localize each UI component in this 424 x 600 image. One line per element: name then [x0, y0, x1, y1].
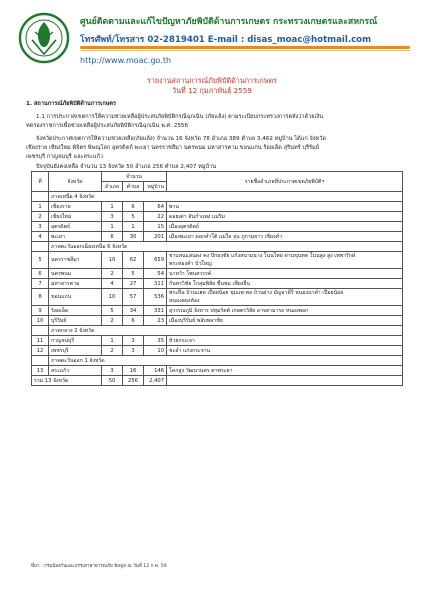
- report-date: วันที่ 12 กุมภาพันธ์ 2559: [172, 86, 252, 95]
- subsection-text: 1.1 การประกาศเขตการให้ความช่วยเหลือผู้ประสบภัยพิบัติกรณีฉุกเฉิน (ภัยแล้ง) ตามระเบียบกระทรวงการคลังว่าด้วยเงิน: [36, 114, 324, 120]
- col-header-tambon: ตำบล: [123, 182, 144, 192]
- col-header-count: จำนวน: [102, 172, 167, 182]
- header-contact: โทรศัพท์/โทรสาร 02-2819401 E-mail : disas_moac@hotmail.com: [80, 35, 372, 45]
- report-title: รายงานสถานการณ์ภัยพิบัติด้านการเกษตร: [146, 76, 278, 85]
- col-header-village: หมู่บ้าน: [144, 182, 167, 192]
- letterhead: [12, 8, 412, 70]
- table-row: 1 เชียงราย 1 6 64 พาน: [32, 202, 403, 212]
- table-row: 12 เพชรบุรี 2 3 10 ชะอำ แก่งกระจาน: [32, 346, 403, 356]
- paragraph-line: จังหวัดประกาศเขตการให้ความช่วยเหลือ(ภัยแล้ง) จำนวน 16 จังหวัด 78 อำเภอ 389 ตำบล 3,462 หมู่บ้าน ได้แก่ จังหวัด: [36, 136, 327, 142]
- header-org-name: ศูนย์ติดตามและแก้ไขปัญหาภัยพิบัติด้านการเกษตร กระทรวงเกษตรและสหกรณ์: [80, 17, 378, 27]
- district-names: ชาแสนแสนดง คง ปักธงชัย แก้งสนามนาง โนนไทย ด่านขุนทด โนนสูง สูง เทพารักษ์: [169, 253, 356, 259]
- paragraph-line: ทดรองราชการเพื่อช่วยเหลือผู้ประสบภัยพิบัติกรณีฉุกเฉิน พ.ศ. 2556: [26, 123, 188, 129]
- col-header-no: ที่: [32, 172, 49, 192]
- table-row: 6 นครพนม 2 5 54 นาหว้า โพนสวรรค์: [32, 269, 403, 279]
- summary-line: ปัจจุบันยังคงเหลือ จำนวน 13 จังหวัด 50 อำเภอ 256 ตำบล 2,407 หมู่บ้าน: [36, 164, 217, 170]
- region-row: ภาคตะวันออก 1 จังหวัด: [49, 356, 403, 366]
- disaster-area-table: [31, 171, 403, 386]
- paragraph-line: เพชรบุรี กาญจนบุรี และสระแก้ว: [26, 154, 104, 160]
- region-row: ภาคเหนือ 4 จังหวัด: [49, 192, 403, 202]
- table-row: 8 ขอนแก่น 10 57 536 พระยืน บ้านแฮด เปือยน้อย ชุมแพ พล บ้านฝาง มัญจาคีรี หนองนาคำ เปือยน้อย หนองสองห้อง: [32, 289, 403, 306]
- total-label: รวม 13 จังหวัด: [32, 376, 102, 386]
- total-tambon: 256: [123, 376, 144, 386]
- header-divider: [80, 46, 410, 49]
- section-heading: 1. สถานการณ์ภัยพิบัติด้านการเกษตร: [26, 101, 117, 107]
- paragraph-line: เชียงราย เชียงใหม่ พิจิตร พิษณุโลก อุตรดิตถ์ พะเยา นครราชสีมา นครพนม มหาสารคาม ขอนแก่น ร้อยเอ็ด สุรินทร์ บุรีรัมย์: [26, 145, 319, 151]
- region-row: ภาคกลาง 2 จังหวัด: [49, 326, 403, 336]
- table-row: 2 เชียงใหม่ 3 5 22 ดอยเต่า สันกำแพง แม่ริม: [32, 212, 403, 222]
- district-names-cont: หนองสองห้อง: [169, 298, 200, 304]
- header-divider-thin: [80, 50, 410, 51]
- table-row: 10 บุรีรัมย์ 2 6 23 เมืองบุรีรัมย์ พลับพลาชัย: [32, 316, 403, 326]
- table-row: 3 อุตรดิตถ์ 1 1 15 เมืองอุตรดิตถ์: [32, 222, 403, 232]
- district-names-cont: พระทองคำ บัวใหญ่: [169, 261, 212, 267]
- source-note: ที่มา : กรมป้องกันและบรรเทาสาธารณภัย ข้อมูล ณ วันที่ 12 ก.พ. 59: [31, 564, 167, 569]
- col-header-amphoe: อำเภอ: [102, 182, 123, 192]
- col-header-province: จังหวัด: [49, 172, 102, 192]
- table-row: 9 ร้อยเอ็ด 5 34 331 สุวรรณภูมิ จังหาร ปทุมรัตต์ เกษตรวิสัย อาจสามารถ หนองพอก: [32, 306, 403, 316]
- region-row: ภาคตะวันออกเฉียงเหนือ 6 จังหวัด: [49, 242, 403, 252]
- table-row: 5 นครราชสีมา 10 62 659 ชาแสนแสนดง คง ปักธงชัย แก้งสนามนาง โนนไทย ด่านขุนทด โนนสูง สูง เทพารักษ์ พระทองคำ บัวใหญ่: [32, 252, 403, 269]
- total-row: [32, 376, 403, 386]
- table-row: 7 มหาสารคาม 4 27 311 กันทรวิชัย โกสุมพิสัย ชื่นชม เชียงยืน: [32, 279, 403, 289]
- header-website[interactable]: http://www.moac.go.th: [80, 56, 172, 65]
- table-row: 13 สระแก้ว 3 16 146 โคกสูง วัฒนานคร ตาพระยา: [32, 366, 403, 376]
- total-village: 2,407: [144, 376, 167, 386]
- table-row: 11 กาญจนบุรี 1 3 35 ห้วยกระเจา: [32, 336, 403, 346]
- table-row: 4 พะเยา 6 30 201 เมืองพะเยา ดอกคำใต้ แม่ใจ จุน ภูกามยาว เชียงคำ: [32, 232, 403, 242]
- total-amphoe: 50: [102, 376, 123, 386]
- col-header-district-names: รายชื่ออำเภอที่ประกาศเขตภัยพิบัติฯ: [167, 172, 403, 192]
- ministry-seal-logo: [18, 10, 70, 66]
- district-names: พระยืน บ้านแฮด เปือยน้อย ชุมแพ พล บ้านฝาง มัญจาคีรี หนองนาคำ เปือยน้อย: [169, 290, 344, 296]
